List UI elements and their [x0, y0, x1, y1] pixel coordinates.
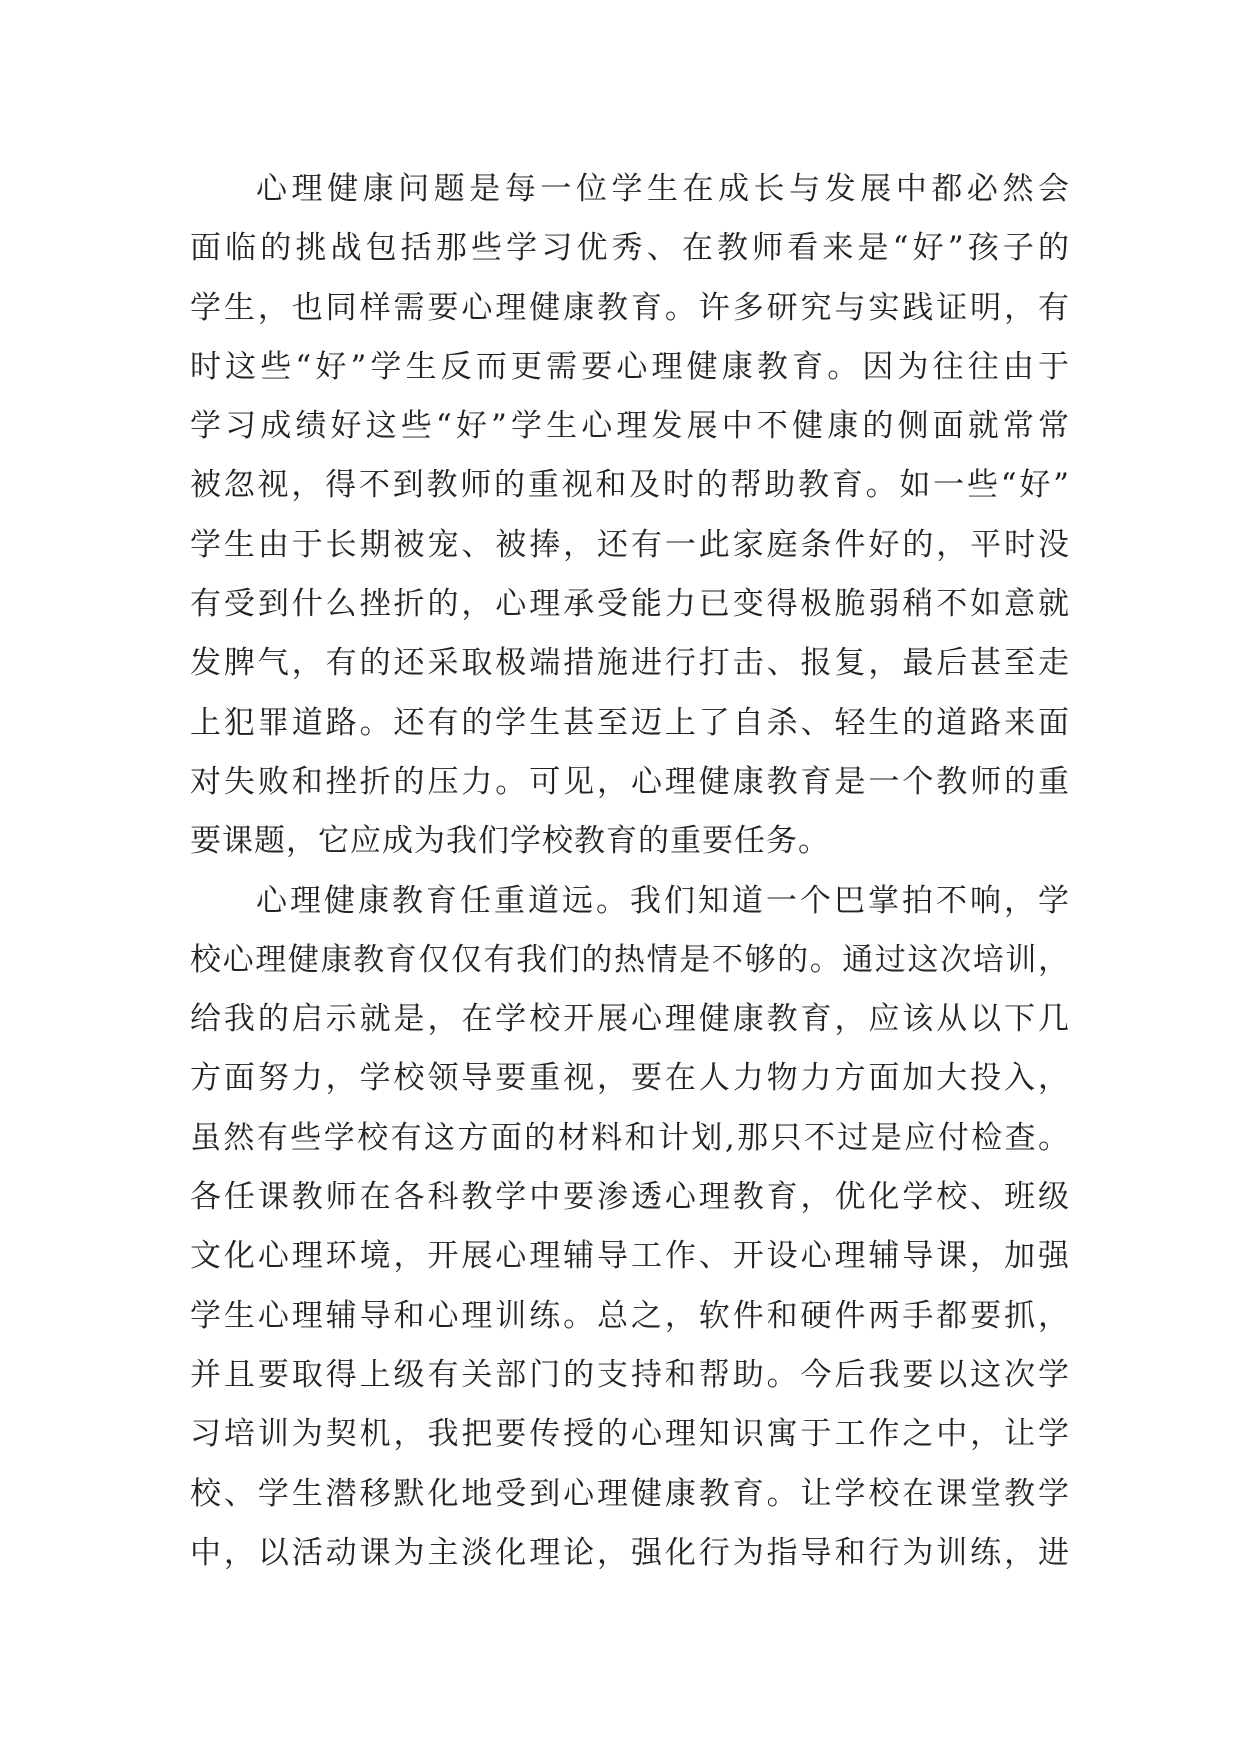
paragraph-1-line-6: 被忽视，得不到教师的重视和及时的帮助教育。如一些“好”: [190, 467, 1070, 504]
paragraph-2-line-9: 并且要取得上级有关部门的支持和帮助。今后我要以这次学: [190, 1356, 1070, 1393]
paragraph-1-line-4: 时这些“好”学生反而更需要心理健康教育。因为往往由于: [190, 348, 1070, 385]
paragraph-2-line-7: 文化心理环境，开展心理辅导工作、开设心理辅导课，加强: [190, 1238, 1070, 1275]
paragraph-2-line-5: 虽然有些学校有这方面的材料和计划,那只不过是应付检查。: [190, 1119, 1070, 1156]
paragraph-2-line-10: 习培训为契机，我把要传授的心理知识寓于工作之中，让学: [190, 1416, 1070, 1453]
paragraph-1-line-11: 对失败和挫折的压力。可见，心理健康教育是一个教师的重: [190, 763, 1070, 800]
paragraph-2-line-3: 给我的启示就是，在学校开展心理健康教育，应该从以下几: [190, 1001, 1070, 1038]
body-text: [190, 160, 1070, 1583]
paragraph-1-line-5: 学习成绩好这些“好”学生心理发展中不健康的侧面就常常: [190, 408, 1070, 445]
paragraph-1-line-1: 心理健康问题是每一位学生在成长与发展中都必然会: [256, 171, 1070, 207]
paragraph-2-line-1: 心理健康教育任重道远。我们知道一个巴掌拍不响，学: [256, 882, 1070, 919]
paragraph-1-line-10: 上犯罪道路。还有的学生甚至迈上了自杀、轻生的道路来面: [190, 704, 1070, 741]
paragraph-1-line-7: 学生由于长期被宠、被捧，还有一此家庭条件好的，平时没: [190, 526, 1070, 563]
paragraph-2-line-2: 校心理健康教育仅仅有我们的热情是不够的。通过这次培训，: [190, 941, 1070, 978]
paragraph-2-line-12: 中，以活动课为主淡化理论，强化行为指导和行为训练，进: [190, 1534, 1070, 1571]
paragraph-1-line-9: 发脾气，有的还采取极端措施进行打击、报复，最后甚至走: [190, 645, 1070, 682]
paragraph-1-line-2: 面临的挑战包括那些学习优秀、在教师看来是“好”孩子的: [190, 230, 1070, 267]
paragraph-2-line-4: 方面努力，学校领导要重视，要在人力物力方面加大投入，: [190, 1060, 1070, 1097]
paragraph-2-line-8: 学生心理辅导和心理训练。总之，软件和硬件两手都要抓，: [190, 1297, 1070, 1334]
paragraph-2-line-6: 各任课教师在各科教学中要渗透心理教育，优化学校、班级: [190, 1179, 1070, 1216]
paragraph-2-line-11: 校、学生潜移默化地受到心理健康教育。让学校在课堂教学: [190, 1475, 1070, 1512]
paragraph-1-line-3: 学生，也同样需要心理健康教育。许多研究与实践证明，有: [190, 289, 1070, 326]
paragraph-1-line-8: 有受到什么挫折的，心理承受能力已变得极脆弱稍不如意就: [190, 586, 1070, 623]
paragraph-1-line-12: 要课题，它应成为我们学校教育的重要任务。: [190, 823, 830, 860]
